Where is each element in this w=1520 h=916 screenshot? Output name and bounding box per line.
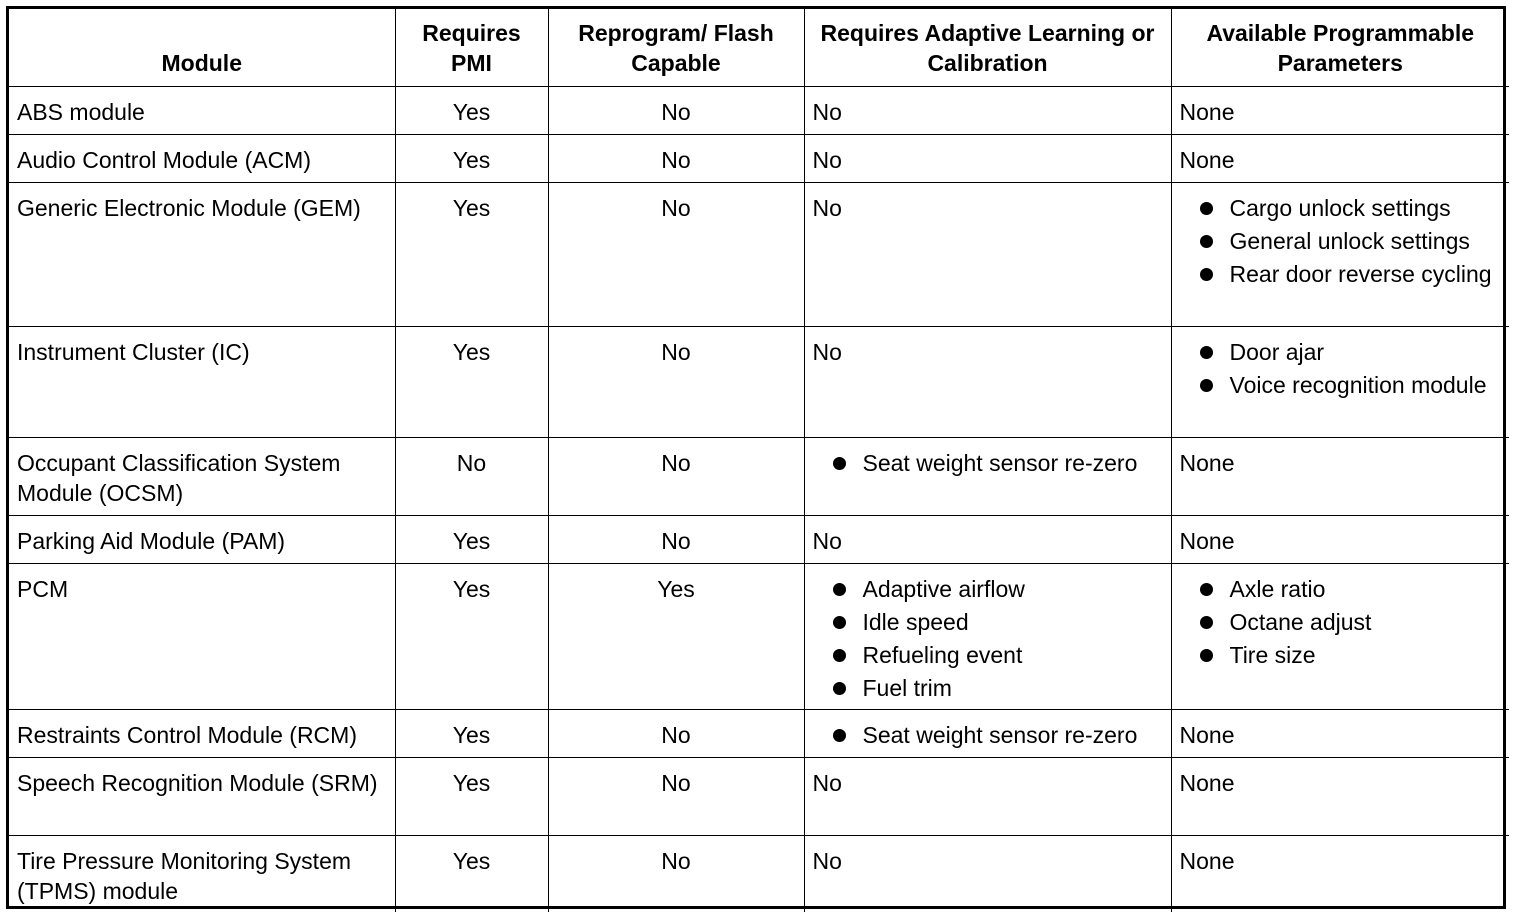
bullet-text: Idle speed [862, 608, 969, 635]
pmi-cell: No [395, 437, 548, 515]
bullet-icon [833, 457, 846, 470]
reprogram-cell: No [548, 326, 804, 437]
bullet-text: Seat weight sensor re-zero [862, 449, 1138, 476]
table-row [9, 182, 1509, 326]
bullet-icon [1200, 268, 1213, 281]
module-table [9, 9, 1509, 912]
bullet-text: Axle ratio [1229, 575, 1326, 602]
module-cell: Occupant Classification System Module (OCSM) [9, 437, 395, 515]
table-row [9, 326, 1509, 437]
bullet-text: Rear door reverse cycling [1229, 260, 1492, 287]
header-row [9, 9, 1509, 86]
bullet-item [1196, 337, 1504, 367]
bullet-item [829, 607, 1165, 637]
adaptive-cell: No [804, 757, 1171, 835]
pmi-cell: Yes [395, 326, 548, 437]
bullet-icon [833, 583, 846, 596]
bullet-text: General unlock settings [1229, 227, 1470, 254]
params-cell: None [1171, 835, 1509, 912]
params-list [1196, 574, 1504, 670]
header-programmable-parameters: Available Programmable Parameters [1171, 9, 1509, 86]
params-list [1196, 193, 1504, 289]
header-adaptive-learning: Requires Adaptive Learning or Calibration [804, 9, 1171, 86]
pmi-cell: Yes [395, 182, 548, 326]
reprogram-cell: No [548, 709, 804, 757]
params-cell: None [1171, 437, 1509, 515]
bullet-icon [1200, 346, 1213, 359]
bullet-text: Door ajar [1229, 338, 1325, 365]
pmi-cell: Yes [395, 134, 548, 182]
pmi-cell: Yes [395, 709, 548, 757]
bullet-text: Refueling event [862, 641, 1023, 668]
bullet-icon [1200, 583, 1213, 596]
adaptive-cell: No [804, 134, 1171, 182]
module-cell: Tire Pressure Monitoring System (TPMS) module [9, 835, 395, 912]
pmi-cell: Yes [395, 757, 548, 835]
pmi-cell: Yes [395, 86, 548, 134]
bullet-text: Fuel trim [862, 674, 952, 701]
reprogram-cell: No [548, 757, 804, 835]
adaptive-cell: No [804, 515, 1171, 563]
bullet-item [829, 720, 1165, 750]
header-requires-pmi: Requires PMI [395, 9, 548, 86]
bullet-item [829, 673, 1165, 703]
bullet-item [829, 448, 1165, 478]
adaptive-cell: No [804, 86, 1171, 134]
bullet-item [829, 574, 1165, 604]
module-cell: Instrument Cluster (IC) [9, 326, 395, 437]
header-module: Module [9, 9, 395, 86]
bullet-text: Cargo unlock settings [1229, 194, 1451, 221]
table-row [9, 134, 1509, 182]
bullet-text: Voice recognition module [1229, 371, 1487, 398]
bullet-item [1196, 574, 1504, 604]
module-cell: Restraints Control Module (RCM) [9, 709, 395, 757]
params-cell: None [1171, 709, 1509, 757]
bullet-item [1196, 226, 1504, 256]
bullet-item [1196, 193, 1504, 223]
bullet-text: Tire size [1229, 641, 1316, 668]
params-cell: None [1171, 134, 1509, 182]
bullet-icon [833, 729, 846, 742]
adaptive-list [829, 720, 1165, 750]
bullet-icon [833, 682, 846, 695]
header-reprogram-flash: Reprogram/ Flash Capable [548, 9, 804, 86]
bullet-text: Seat weight sensor re-zero [862, 721, 1138, 748]
adaptive-cell: No [804, 326, 1171, 437]
bullet-item [1196, 607, 1504, 637]
bullet-icon [1200, 616, 1213, 629]
reprogram-cell: No [548, 134, 804, 182]
bullet-text: Octane adjust [1229, 608, 1372, 635]
params-cell: None [1171, 757, 1509, 835]
params-cell [1171, 182, 1509, 326]
adaptive-cell: No [804, 835, 1171, 912]
table-row [9, 757, 1509, 835]
bullet-icon [833, 616, 846, 629]
pmi-cell: Yes [395, 563, 548, 709]
params-list [1196, 337, 1504, 400]
adaptive-list [829, 574, 1165, 703]
table-row [9, 563, 1509, 709]
params-cell [1171, 563, 1509, 709]
adaptive-list [829, 448, 1165, 478]
bullet-item [1196, 259, 1504, 289]
params-cell [1171, 326, 1509, 437]
bullet-icon [1200, 379, 1213, 392]
module-table-frame [6, 6, 1506, 909]
adaptive-cell [804, 563, 1171, 709]
table-row [9, 86, 1509, 134]
table-row [9, 437, 1509, 515]
module-cell: PCM [9, 563, 395, 709]
bullet-icon [1200, 235, 1213, 248]
pmi-cell: Yes [395, 515, 548, 563]
params-cell: None [1171, 515, 1509, 563]
adaptive-cell [804, 709, 1171, 757]
reprogram-cell: No [548, 835, 804, 912]
bullet-item [1196, 640, 1504, 670]
module-cell: Generic Electronic Module (GEM) [9, 182, 395, 326]
module-cell: ABS module [9, 86, 395, 134]
reprogram-cell: No [548, 86, 804, 134]
table-row [9, 515, 1509, 563]
table-row [9, 835, 1509, 912]
reprogram-cell: No [548, 182, 804, 326]
table-row [9, 709, 1509, 757]
adaptive-cell [804, 437, 1171, 515]
module-cell: Audio Control Module (ACM) [9, 134, 395, 182]
params-cell: None [1171, 86, 1509, 134]
reprogram-cell: Yes [548, 563, 804, 709]
adaptive-cell: No [804, 182, 1171, 326]
bullet-item [1196, 370, 1504, 400]
reprogram-cell: No [548, 437, 804, 515]
bullet-item [829, 640, 1165, 670]
module-cell: Parking Aid Module (PAM) [9, 515, 395, 563]
pmi-cell: Yes [395, 835, 548, 912]
reprogram-cell: No [548, 515, 804, 563]
bullet-text: Adaptive airflow [862, 575, 1025, 602]
bullet-icon [1200, 649, 1213, 662]
module-cell: Speech Recognition Module (SRM) [9, 757, 395, 835]
bullet-icon [833, 649, 846, 662]
bullet-icon [1200, 202, 1213, 215]
